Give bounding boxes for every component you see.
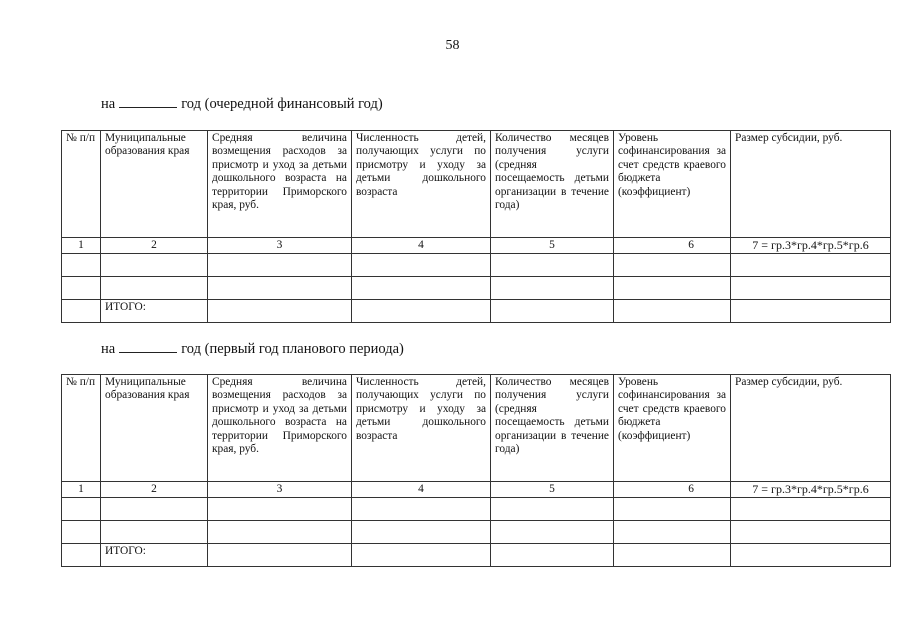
header-cell-avg-reimbursement: Средняя величина возмещения расходов за присмотр и уход за детьми дошкольного возраста на территории Приморского края, руб. [208, 375, 352, 482]
header-cell-months: Количество месяцев получения услуги (средняя посещаемость детьми организации в течение года) [491, 131, 614, 238]
header-cell-number: № п/п [62, 375, 101, 482]
header-cell-children-count: Численность детей, получающих услуги по присмотру и уходу за детьми дошкольного возраста [352, 131, 491, 238]
year-blank-line [119, 341, 177, 353]
column-number-cell: 7 = гр.3*гр.4*гр.5*гр.6 [731, 238, 891, 254]
empty-cell [208, 544, 352, 567]
empty-cell [491, 254, 614, 277]
empty-cell [62, 277, 101, 300]
empty-cell [352, 277, 491, 300]
empty-cell [62, 498, 101, 521]
empty-cell [62, 254, 101, 277]
header-cell-municipality: Муниципальные образования края [101, 375, 208, 482]
table-row [62, 277, 891, 300]
table-row [62, 254, 891, 277]
column-number-cell: 2 [101, 482, 208, 498]
column-number-cell: 6 [614, 482, 731, 498]
empty-cell [731, 521, 891, 544]
column-number-cell: 7 = гр.3*гр.4*гр.5*гр.6 [731, 482, 891, 498]
column-number-cell: 3 [208, 238, 352, 254]
empty-cell [101, 521, 208, 544]
empty-cell [614, 300, 731, 323]
section-heading-1 [101, 96, 383, 113]
header-cell-cofinancing: Уровень софинансирования за счет средств краевого бюджета (коэффициент) [614, 131, 731, 238]
empty-cell [491, 300, 614, 323]
heading-suffix: год (первый год планового периода) [181, 341, 404, 357]
table-header-row [62, 375, 891, 482]
empty-cell [208, 521, 352, 544]
header-cell-cofinancing: Уровень софинансирования за счет средств краевого бюджета (коэффициент) [614, 375, 731, 482]
column-number-cell: 1 [62, 238, 101, 254]
header-cell-subsidy-size: Размер субсидии, руб. [731, 375, 891, 482]
column-number-cell: 4 [352, 238, 491, 254]
column-number-row [62, 238, 891, 254]
table-row [62, 498, 891, 521]
heading-suffix: год (очередной финансовый год) [181, 96, 383, 112]
empty-cell [352, 254, 491, 277]
header-cell-avg-reimbursement: Средняя величина возмещения расходов за присмотр и уход за детьми дошкольного возраста на территории Приморского края, руб. [208, 131, 352, 238]
empty-cell [614, 544, 731, 567]
column-number-cell: 5 [491, 238, 614, 254]
empty-cell [491, 521, 614, 544]
heading-prefix: на [101, 341, 116, 357]
total-row [62, 300, 891, 323]
header-cell-subsidy-size: Размер субсидии, руб. [731, 131, 891, 238]
empty-cell [101, 498, 208, 521]
empty-cell [614, 498, 731, 521]
empty-cell [62, 521, 101, 544]
table-header-row [62, 131, 891, 238]
empty-cell [62, 544, 101, 567]
empty-cell [208, 277, 352, 300]
subsidy-table-1 [61, 130, 891, 323]
header-cell-months: Количество месяцев получения услуги (средняя посещаемость детьми организации в течение года) [491, 375, 614, 482]
subsidy-table-2 [61, 374, 891, 567]
year-blank-line [119, 96, 177, 108]
heading-prefix: на [101, 96, 116, 112]
table-row [62, 521, 891, 544]
empty-cell [731, 254, 891, 277]
header-cell-number: № п/п [62, 131, 101, 238]
header-cell-municipality: Муниципальные образования края [101, 131, 208, 238]
empty-cell [208, 300, 352, 323]
column-number-cell: 4 [352, 482, 491, 498]
empty-cell [352, 521, 491, 544]
total-row [62, 544, 891, 567]
column-number-cell: 5 [491, 482, 614, 498]
empty-cell [491, 544, 614, 567]
empty-cell [101, 254, 208, 277]
column-number-cell: 3 [208, 482, 352, 498]
section-heading-2 [101, 341, 404, 358]
empty-cell [208, 498, 352, 521]
column-number-cell: 6 [614, 238, 731, 254]
empty-cell [208, 254, 352, 277]
empty-cell [491, 498, 614, 521]
column-number-row [62, 482, 891, 498]
empty-cell [731, 544, 891, 567]
empty-cell [614, 277, 731, 300]
empty-cell [731, 277, 891, 300]
page-number: 58 [445, 38, 460, 53]
empty-cell [731, 498, 891, 521]
empty-cell [101, 277, 208, 300]
empty-cell [62, 300, 101, 323]
empty-cell [352, 300, 491, 323]
total-label: ИТОГО: [101, 544, 208, 567]
empty-cell [614, 521, 731, 544]
empty-cell [491, 277, 614, 300]
column-number-cell: 1 [62, 482, 101, 498]
total-label: ИТОГО: [101, 300, 208, 323]
empty-cell [352, 498, 491, 521]
empty-cell [352, 544, 491, 567]
empty-cell [614, 254, 731, 277]
empty-cell [731, 300, 891, 323]
column-number-cell: 2 [101, 238, 208, 254]
header-cell-children-count: Численность детей, получающих услуги по присмотру и уходу за детьми дошкольного возраста [352, 375, 491, 482]
